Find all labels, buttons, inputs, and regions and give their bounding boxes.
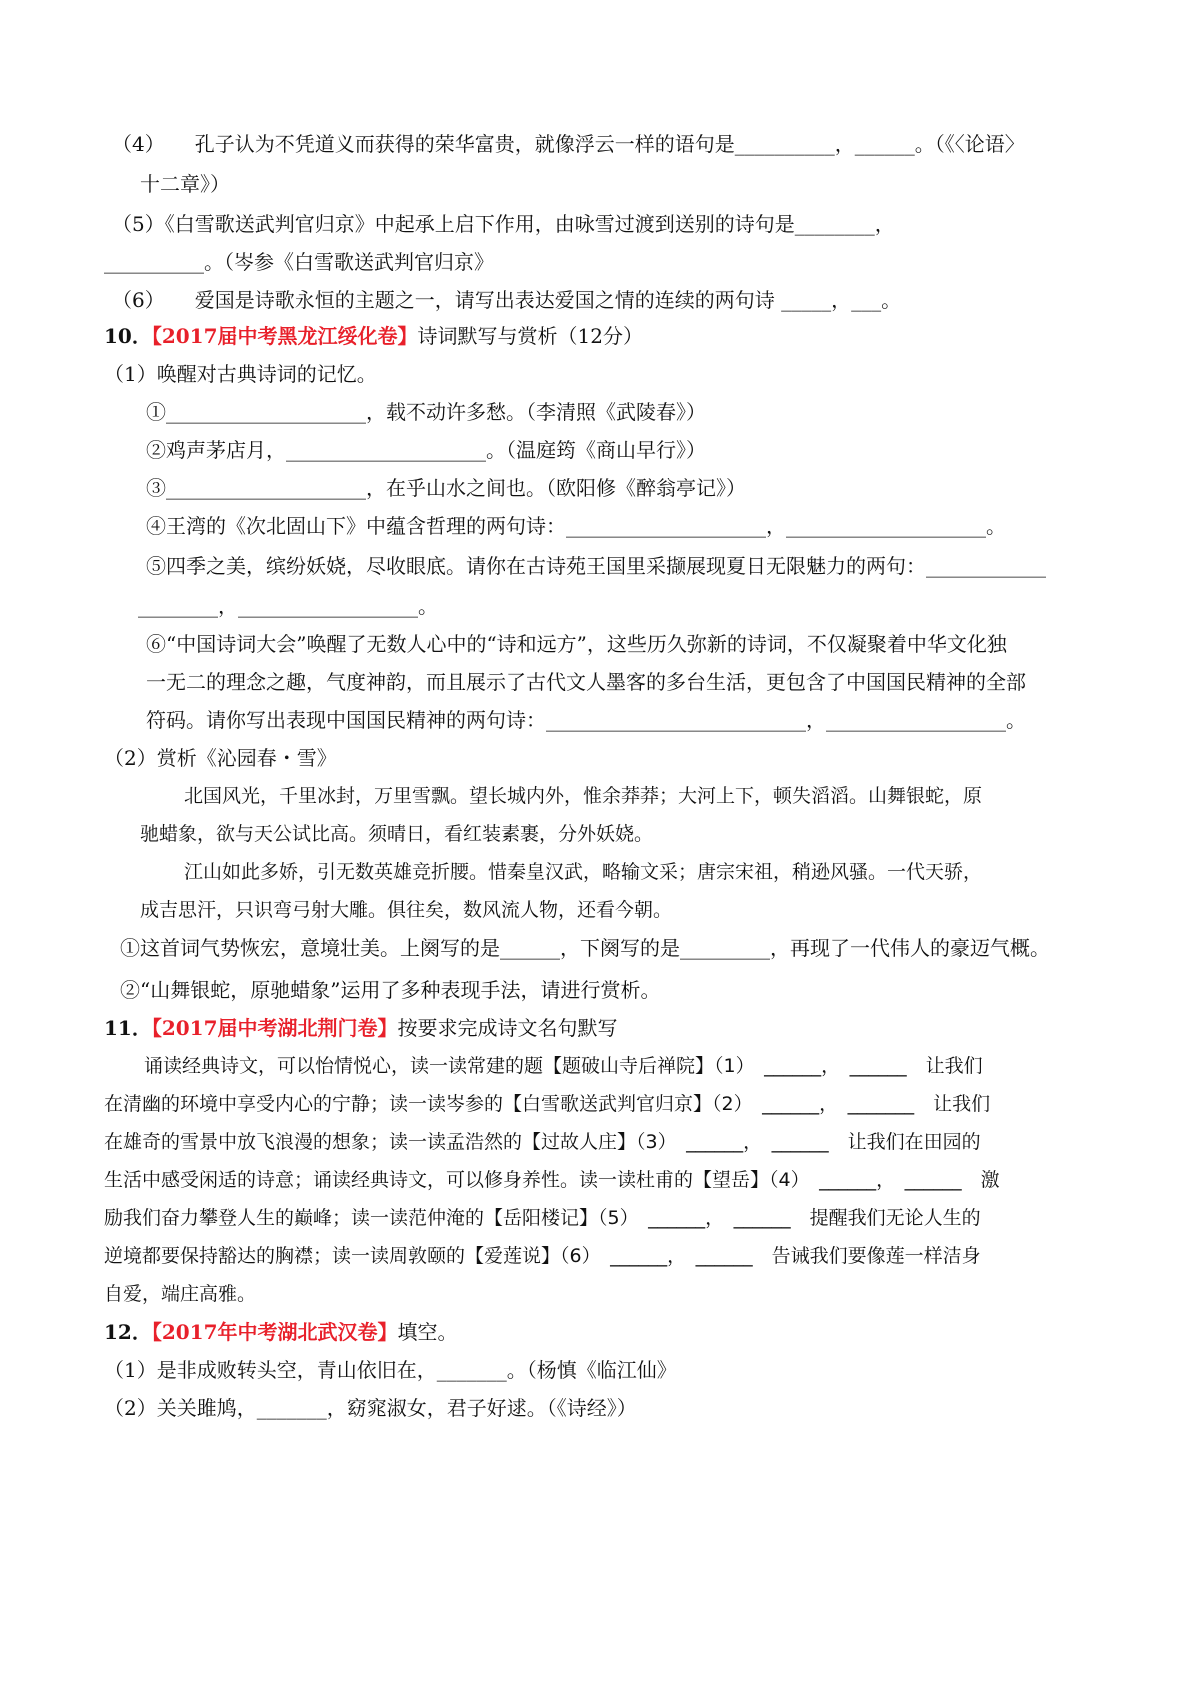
q10-item6-line1: ⑥“中国诗词大会”唤醒了无数人心中的“诗和远方”，这些历久弥新的诗词，不仅凝聚着中华文化独 [146,632,1007,656]
q11-line1: 诵读经典诗文，可以怡情悦心，读一读常建的题【题破山寺后禅院】（1） ______， ______ 让我们 [144,1055,983,1077]
q11-line6: 逆境都要保持豁达的胸襟；读一读周敦颐的【爱莲说】（6） ______， ______ 告诫我们要像莲一样洁身 [104,1245,981,1267]
poem-stanza1-line1: 北国风光，千里冰封，万里雪飘。望长城内外，惟余莽莽；大河上下，顿失滔滔。山舞银蛇，原 [184,785,983,807]
q10-item6-line3: 符码。请你写出表现中国国民精神的两句诗：__________________________，__________________。 [146,708,1026,732]
q12-item2: （2）关关雎鸠，_______，窈窕淑女，君子好逑。（《诗经》） [104,1396,637,1420]
q10-item2: ②鸡声茅店月，____________________。（温庭筠《商山早行》） [146,438,706,462]
q12-header [104,1318,458,1346]
q11-number: 11． [104,1016,152,1040]
q11-header [104,1014,618,1042]
q12-source-tag: 【2017年中考湖北武汉卷】 [151,1320,398,1344]
q10-number: 10． [104,324,152,348]
q11-title: 按要求完成诗文名句默写 [397,1016,618,1040]
q10-source-tag: 【2017届中考黑龙江绥化卷】 [151,324,418,348]
q10-item5-line1: ⑤四季之美，缤纷妖娆，尽收眼底。请你在古诗苑王国里采撷展现夏日无限魅力的两句：____________ [146,554,1046,578]
q10-item5-line2: ________，__________________。 [138,594,438,618]
poem-stanza1-line2: 驰蜡象，欲与天公试比高。须晴日，看红装素裹，分外妖娆。 [140,823,654,845]
q11-line4: 生活中感受闲适的诗意；诵读经典诗文，可以修身养性。读一读杜甫的【望岳】（4） ______， ______ 激 [104,1169,1000,1191]
q9-item6: （6） 爱国是诗歌永恒的主题之一，请写出表达爱国之情的连续的两句诗 _____，___。 [112,288,902,312]
q9-item5-line1: （5）《白雪歌送武判官归京》中起承上启下作用，由咏雪过渡到送别的诗句是________， [112,212,895,236]
q10-title: 诗词默写与赏析（12分） [417,324,643,348]
q10-part2-heading: （2）赏析《沁园春・雪》 [104,746,337,770]
q10-header [104,322,643,350]
q10-item3: ③____________________，在乎山水之间也。（欧阳修《醉翁亭记》） [146,476,746,500]
q9-item4-line2: 十二章》） [140,172,230,196]
q10-sub-question1: ①这首词气势恢宏，意境壮美。上阕写的是______，下阕写的是_________，再现了一代伟人的豪迈气概。 [120,936,1050,960]
q10-item6-line2: 一无二的理念之趣，气度神韵，而且展示了古代文人墨客的多台生活，更包含了中国国民精神的全部 [146,670,1026,694]
poem-stanza2-line2: 成吉思汗，只识弯弓射大雕。俱往矣，数风流人物，还看今朝。 [140,899,673,921]
q11-line5: 励我们奋力攀登人生的巅峰；读一读范仲淹的【岳阳楼记】（5） ______， ______ 提醒我们无论人生的 [104,1207,981,1229]
q11-line7: 自爱，端庄高雅。 [104,1283,257,1305]
q10-item1: ①____________________，载不动许多愁。（李清照《武陵春》） [146,400,706,424]
q10-item4: ④王湾的《次北固山下》中蕴含哲理的两句诗：____________________，____________________。 [146,514,1006,538]
poem-stanza2-line1: 江山如此多娇，引无数英雄竞折腰。惜秦皇汉武，略输文采；唐宗宋祖，稍逊风骚。一代天骄， [184,861,983,883]
q12-number: 12． [104,1320,152,1344]
q12-title: 填空。 [397,1320,458,1344]
q12-item1: （1）是非成败转头空，青山依旧在，_______。（杨慎《临江仙》 [104,1358,677,1382]
q11-line3: 在雄奇的雪景中放飞浪漫的想象；读一读孟浩然的【过故人庄】（3） ______， ______ 让我们在田园的 [104,1131,981,1153]
q11-line2: 在清幽的环境中享受内心的宁静；读一读岑参的【白雪歌送武判官归京】（2） ______， _______ 让我们 [104,1093,991,1115]
q11-source-tag: 【2017届中考湖北荆门卷】 [151,1016,398,1040]
q9-item4-line1: （4） 孔子认为不凭道义而获得的荣华富贵，就像浮云一样的语句是__________，______。（《〈论语〉 [112,132,1025,156]
q10-part1-heading: （1）唤醒对古典诗词的记忆。 [104,362,377,386]
q9-item5-line2: __________。（岑参《白雪歌送武判官归京》 [104,250,494,274]
q10-sub-question2: ②“山舞银蛇，原驰蜡象”运用了多种表现手法，请进行赏析。 [120,978,661,1002]
